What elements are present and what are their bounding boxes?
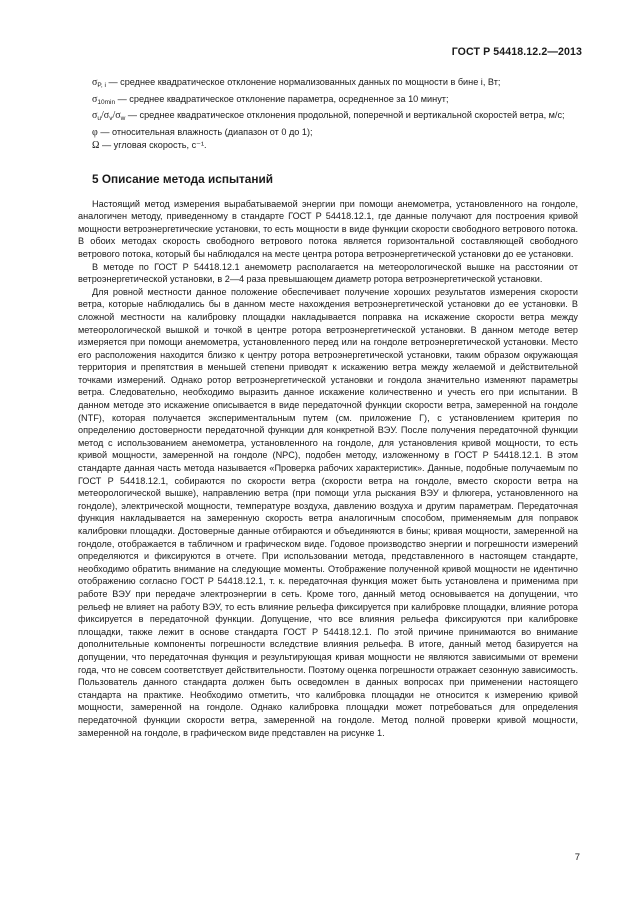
definition-symbol: φ	[92, 126, 98, 138]
page-content	[78, 76, 578, 739]
definition-subscript-3: w	[120, 115, 126, 123]
definition-text: — среднее квадратическое отклонение параметра, осредненное за 10 минут;	[115, 93, 449, 104]
definition-item	[78, 126, 578, 140]
definition-symbol-3: /σ	[112, 110, 121, 122]
definition-symbol: σ	[92, 77, 98, 88]
definition-item	[78, 109, 578, 126]
section-heading: 5 Описание метода испытаний	[92, 171, 273, 186]
definition-text: — среднее квадратическое отклонение нормализованных данных по мощности в бине i, Вт;	[105, 77, 501, 87]
symbol-definitions	[78, 76, 578, 153]
definition-item	[78, 93, 578, 110]
body-paragraph: Для ровной местности данное положение обеспечивает получение хороших результатов измерения скорости ветра, которые наблюдались бы в данном месте нахождения ветроэнергетической установки до ее установки. В сложной местности на калибровку площадки накладывается поправка на искажение скорости ветра между метеорологической вышкой и точкой в центре ротора ветроэнергетической установки. В данном методе ветер измеряется при помощи анемометра, установленного перед или на гондоле ветроэнергетической установки. Место его расположения находится близко к центру ротора ветроэнергетической установки, таким образом окружающая территория и препятствия в меньшей степени приводят к искажению ветра между желаемой и действительной точками измерений. Однако ротор ветроэнергетической установки и гондола значительно изменяют параметры ветра. Следовательно, необходимо выразить данное искажение количественно и учесть его при испытании. В данном методе это искажение описывается в виде передаточной функции скорости ветра, замеренной на гондоле (NTF), которая получается экспериментальным путем (см. приложение Г), с установлением критерия по определению достоверности передаточной функции для конкретной ВЭУ. После получения передаточной функции метод с использованием анемометра, установленного на гондоле, для установления кривой мощности, то есть кривой мощности, замеренной на гондоле (NPC), подобен методу, изложенному в ГОСТ Р 54418.12.1. В этом стандарте данная часть метода называется «Проверка рабочих характеристик». Данные, подобные получаемым по ГОСТ Р 54418.12.1, собираются по скорости ветра (скорости ветра на гондоле, вместо скорости ветра на метеорологической вышке), направлению ветра (при помощи угла рыскания ВЭУ и флюгера, установленного на гондоле), электрической мощности, температуре воздуха, давлению воздуха и другим параметрам. Передаточная функция накладывается на замеренную скорость ветра аналогичным способом, применяемым для поправок калибровки площадки. Достоверные данные отбираются и объединяются в бины; кривая мощности, замеренной на гондоле, отображается в табличном и графическом виде. Годовое производство энергии и погрешности измерений определяются и фиксируются в отчете. При использовании метода, представленного в настоящем стандарте, необходимо обратить внимание на следующие моменты. Отображение полученной кривой мощности не идентично отображению согласно ГОСТ Р 54418.12.1, т. к. передаточная функция может быть установлена и применима при работе ВЭУ при передаче электроэнергии в сеть. Кроме того, данный метод основывается на допущении, что рельеф не влияет на работу ВЭУ, то есть влияние рельефа фиксируется при калибровке площадки, влияние ротора фиксируется в передаточной функции. Допущение, что все влияния рельефа фиксируются при калибровке площадки, также лежит в основе стандарта ГОСТ Р 54418.12.1. По этой причине принимаются во внимание дополнительные компоненты погрешности вследствие влияния рельефа. В итоге, данный метод базируется на допущении, что передаточная функция и результирующая кривая мощности не являются зависимыми от времени года, что не совсем соответствует действительности. Поэтому оценка погрешности отражает сезонную зависимость. Пользователь данного стандарта должен быть осведомлен в данных вопросах при применении настоящего стандарта на практике. Необходимо отметить, что калибровка площадки не относится к измерению кривой мощности, замеренной на гондоле. Однако калибровка площадки может потребоваться для определения передаточной функции скорости ветра, замеренной на гондоле. Метод полной проверки кривой мощности, замеренной на гондоле, в графическом виде представлен на рисунке 1.	[78, 286, 578, 738]
definition-subscript: 10min	[97, 98, 116, 106]
definition-text: — среднее квадратическое отклонения продольной, поперечной и вертикальной скоростей ветра, м/с;	[125, 110, 565, 121]
definition-subscript-2: v	[109, 115, 113, 123]
body-paragraph: Настоящий метод измерения вырабатываемой энергии при помощи анемометра, установленного на гондоле, аналогичен методу, приведенному в стандарте ГОСТ Р 54418.12.1, где данные получают для построения кривой мощности ветроэнергетические установки, то есть мощности в виде функции скорости свободного ветрового потока. В обоих методах скорость свободного ветрового потока является горизонтальной составляющей свободного ветрового потока, который бы наблюдался на месте центра ротора ветроэнергетической установки до ее установки.	[78, 198, 578, 259]
definition-symbol: Ω	[92, 140, 100, 152]
page-number: 7	[574, 852, 580, 863]
definition-symbol-2: /σ	[101, 110, 110, 122]
definition-subscript: P, i	[97, 82, 106, 89]
definition-subscript: u	[97, 115, 102, 123]
standard-header: ГОСТ Р 54418.12.2—2013	[451, 46, 582, 58]
definition-text: — относительная влажность (диапазон от 0 до 1);	[97, 126, 313, 137]
definition-item	[78, 76, 578, 93]
definition-text: — угловая скорость, с⁻¹.	[99, 140, 207, 151]
definition-symbol: σ	[92, 93, 98, 105]
definition-symbol: σ	[92, 110, 98, 122]
definition-item	[78, 139, 578, 153]
body-paragraph: В методе по ГОСТ Р 54418.12.1 анемометр располагается на метеорологической вышке на расстоянии от ветроэнергетической установки, в 2—4 раза превышающем диаметр ротора ветроэнергетической установки.	[78, 261, 578, 285]
